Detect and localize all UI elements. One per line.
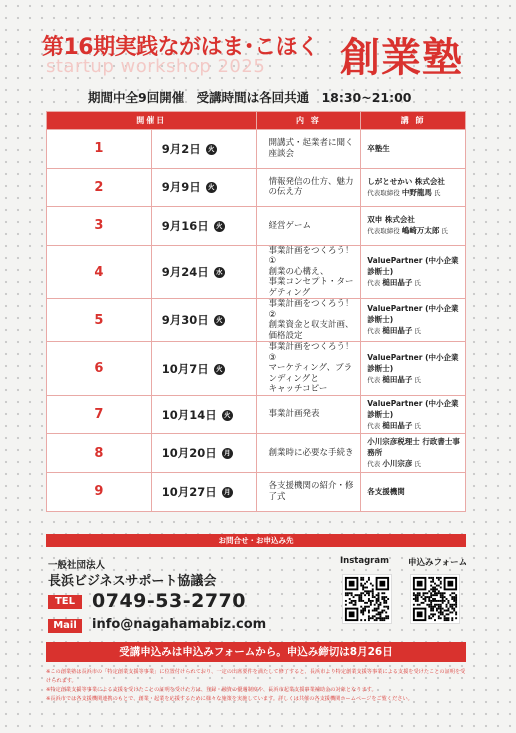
instructor-title: 代表 <box>367 279 381 288</box>
date-text: 9月30日 <box>161 313 209 328</box>
instagram-label: Instagram <box>340 556 389 566</box>
session-date <box>151 472 256 511</box>
instructor-title: 代表取締役 <box>367 188 400 197</box>
table-row <box>47 130 466 169</box>
date-text: 10月7日 <box>161 361 209 376</box>
date-text: 9月9日 <box>161 180 201 195</box>
schedule-table <box>46 111 466 512</box>
instructor-title: 代表取締役 <box>367 227 400 236</box>
period-info <box>88 88 420 106</box>
session-date <box>151 299 256 342</box>
instructor-title: 代表 <box>367 375 381 384</box>
note-item: ※この創業塾は長浜市の「特定創業支援等事業」に位置付けられており、一定の出席要件を満たして修了すると、長浜市より特定創業支援等事業による支援を受けたことの証明を受けられます。 <box>46 669 466 684</box>
date-text: 10月20日 <box>161 446 217 461</box>
weekday-badge: 月 <box>222 448 233 459</box>
note-item: ※特定創業支援等事業による支援を受けたことの証明を受けた方は、登録・融資の優遇制度や、長浜市起業支援事業補助金の対象となります。 <box>46 687 377 693</box>
session-instructor <box>361 130 466 169</box>
session-number: 1 <box>47 130 152 169</box>
session-content <box>256 245 361 299</box>
content-line: 創業資金と収支計画、価格設定 <box>268 320 354 341</box>
instructor-suffix: 氏 <box>433 188 441 197</box>
date-text: 9月2日 <box>161 141 201 156</box>
session-instructor <box>361 472 466 511</box>
instructor-suffix: 氏 <box>414 279 421 288</box>
weekday-badge: 火 <box>214 221 225 232</box>
instructor-org: しがとせかい 株式会社 <box>367 176 445 186</box>
session-number: 9 <box>47 472 152 511</box>
instructor-person <box>367 225 465 237</box>
instructor-person <box>367 374 465 386</box>
tel-number[interactable]: 0749-53-2770 <box>92 590 246 612</box>
session-date <box>151 395 256 434</box>
session-date <box>151 130 256 169</box>
table-row <box>47 395 466 434</box>
instructor-name: 小川宗彦 <box>382 459 413 469</box>
form-qr-icon[interactable] <box>410 574 460 624</box>
table-row <box>47 342 466 396</box>
deadline-bar: 受講申込みは申込みフォームから。申込み締切は8月26日 <box>46 642 466 662</box>
content-line: 情報発信の仕方、魅力の伝え方 <box>268 176 354 198</box>
weekday-badge: 火 <box>214 364 225 375</box>
table-row <box>47 245 466 299</box>
content-line: 開講式・起業者に聞く座談会 <box>268 138 354 159</box>
content-line: 事業計画をつくろう！③ <box>268 342 354 363</box>
brand-logo-text: 創業塾 <box>340 34 463 81</box>
instructor-org: 各支援機関 <box>367 487 405 497</box>
mail-badge: Mail <box>48 619 82 633</box>
session-instructor <box>361 342 466 396</box>
instructor-person <box>367 325 465 337</box>
session-content <box>256 207 361 246</box>
header-instructor: 講 師 <box>361 112 466 130</box>
session-content <box>256 130 361 169</box>
session-content <box>256 342 361 396</box>
header <box>42 26 482 96</box>
session-content <box>256 395 361 434</box>
instructor-suffix: 氏 <box>414 327 421 336</box>
content-line: 創業時に必要な手続き <box>268 447 354 458</box>
mail-address[interactable]: info@nagahamabiz.com <box>92 617 267 632</box>
period-label: 期間中全9回開催 <box>88 90 185 105</box>
instructor-person <box>367 277 465 289</box>
session-instructor <box>361 395 466 434</box>
content-line: 事業計画をつくろう！① <box>268 245 354 267</box>
session-number: 4 <box>47 245 152 299</box>
session-date <box>151 342 256 396</box>
date-text: 10月27日 <box>161 484 217 499</box>
content-line: 経営ゲーム <box>268 220 312 231</box>
session-content <box>256 472 361 511</box>
instructor-suffix: 氏 <box>414 460 421 469</box>
date-text: 9月16日 <box>161 218 209 233</box>
table-row <box>47 299 466 342</box>
session-instructor <box>361 207 466 246</box>
instructor-name: 槌田晶子 <box>382 278 413 288</box>
session-number: 2 <box>47 168 152 207</box>
instructor-person <box>367 187 465 199</box>
weekday-badge: 月 <box>222 487 233 498</box>
header-date: 開催日 <box>47 112 257 130</box>
form-label: 申込みフォーム <box>408 558 468 568</box>
session-date <box>151 207 256 246</box>
session-date <box>151 168 256 207</box>
instructor-suffix: 氏 <box>414 421 421 430</box>
weekday-badge: 火 <box>214 315 225 326</box>
org-label: 一般社団法人 <box>48 560 106 571</box>
session-number: 8 <box>47 434 152 473</box>
instructor-title: 代表 <box>367 460 381 469</box>
instructor-name: 嶋崎万太郎 <box>401 226 440 236</box>
date-text: 9月24日 <box>161 265 209 280</box>
header-content: 内 容 <box>256 112 361 130</box>
session-content <box>256 168 361 207</box>
table-row <box>47 472 466 511</box>
session-date <box>151 434 256 473</box>
weekday-badge: 水 <box>214 267 225 278</box>
content-line: 各支援機関の紹介・修了式 <box>268 481 354 502</box>
instructor-name: 槌田晶子 <box>382 420 413 430</box>
note-item: ※長浜市では各支援機関連携のもとで、創業・起業を応援するために様々な施策を実施しています。詳しくは共催の各支援機関ホームページをご覧ください。 <box>46 696 413 702</box>
session-number: 5 <box>47 299 152 342</box>
instructor-name: 中野龍馬 <box>401 187 432 197</box>
session-instructor <box>361 245 466 299</box>
session-number: 7 <box>47 395 152 434</box>
instructor-org: 双申 株式会社 <box>367 215 415 225</box>
session-number: 3 <box>47 207 152 246</box>
content-line: キャッチコピー <box>268 384 328 395</box>
instructor-org: 小川宗彦税理士 行政書士事務所 <box>367 437 460 458</box>
weekday-badge: 火 <box>206 144 217 155</box>
instructor-name: 槌田晶子 <box>382 374 413 384</box>
date-text: 10月14日 <box>161 407 217 422</box>
session-date <box>151 245 256 299</box>
workshop-title: 第16期実践ながはま･こほく <box>42 35 319 60</box>
instructor-org: 卒塾生 <box>367 144 390 154</box>
table-row <box>47 168 466 207</box>
table-header-row <box>47 112 466 130</box>
content-line: マーケティング、ブランディングと <box>268 363 353 384</box>
notes <box>46 668 466 704</box>
instructor-suffix: 氏 <box>441 227 448 236</box>
instructor-title: 代表 <box>367 327 381 336</box>
instagram-qr-icon[interactable] <box>342 574 392 624</box>
session-content <box>256 299 361 342</box>
instructor-suffix: 氏 <box>414 375 421 384</box>
content-line: 事業コンセプト・ターゲティング <box>268 277 354 298</box>
weekday-badge: 火 <box>206 182 217 193</box>
instructor-org: ValuePartner (中小企業診断士) <box>367 304 459 325</box>
session-instructor <box>361 299 466 342</box>
weekday-badge: 火 <box>222 410 233 421</box>
instructor-org: ValuePartner (中小企業診断士) <box>367 398 459 419</box>
instructor-org: ValuePartner (中小企業診断士) <box>367 352 459 373</box>
time-value: 18:30~21:00 <box>321 90 412 105</box>
instructor-name: 槌田晶子 <box>382 326 413 336</box>
org-name: 長浜ビジネスサポート協議会 <box>48 574 217 589</box>
session-instructor <box>361 434 466 473</box>
content-line: 創業の心構え、 <box>268 266 329 277</box>
content-line: 事業計画発表 <box>268 409 320 420</box>
workshop-subtitle: startup workshop 2025 <box>46 56 266 77</box>
table-row <box>47 434 466 473</box>
session-content <box>256 434 361 473</box>
instructor-org: ValuePartner (中小企業診断士) <box>367 256 459 277</box>
table-row <box>47 207 466 246</box>
instructor-person <box>367 420 465 432</box>
session-number: 6 <box>47 342 152 396</box>
instructor-title: 代表 <box>367 421 381 430</box>
instructor-person <box>367 458 465 470</box>
tel-badge: TEL <box>48 595 82 609</box>
contact-bar: お問合せ・お申込み先 <box>46 534 466 547</box>
time-label: 受講時間は各回共通 <box>196 90 310 105</box>
content-line: 事業計画をつくろう！② <box>268 299 354 320</box>
session-instructor <box>361 168 466 207</box>
